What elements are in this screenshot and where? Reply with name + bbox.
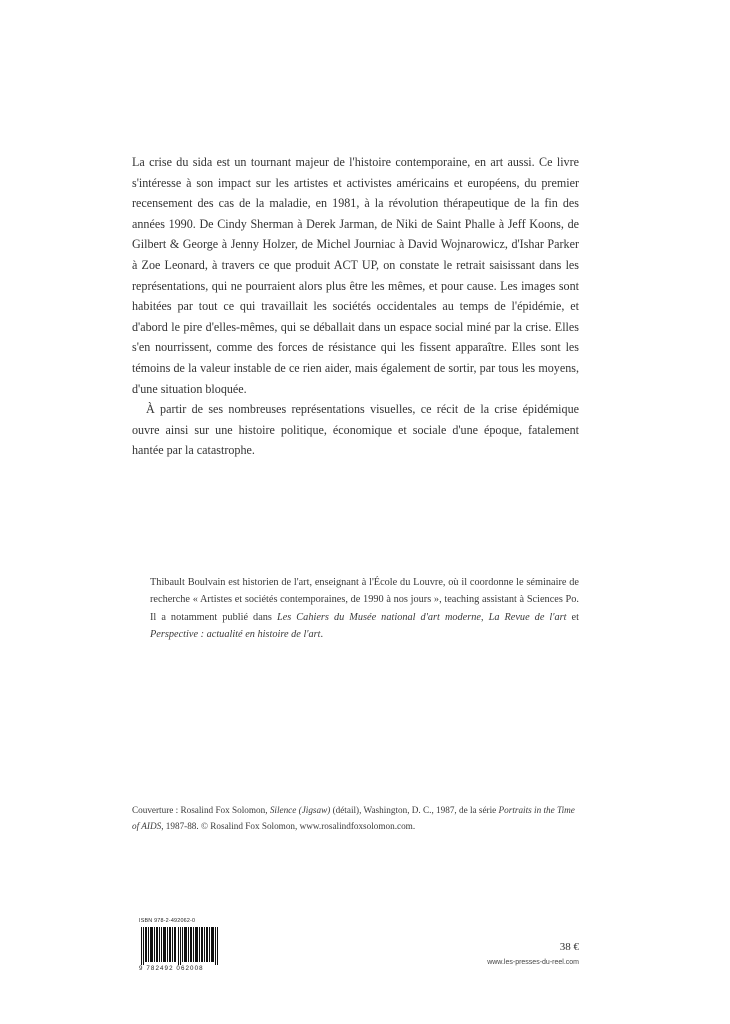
credit-artwork-title: Silence (Jigsaw)	[269, 805, 331, 815]
book-summary	[132, 152, 579, 461]
bio-text-d: .	[320, 629, 324, 641]
bio-publication-1: Les Cahiers du Musée national d'art moderne	[276, 611, 481, 623]
credit-text-a: Couverture : Rosalind Fox Solomon,	[132, 805, 270, 815]
bio-text-b: ,	[480, 611, 489, 623]
bio-text-a: Thibault Boulvain est historien de l'art, enseignant à l'École du Louvre, où il coordonne le séminaire de recherche « Artistes et sociétés contemporaines, de 1990 à nos jours », teaching assistant à Sciences Po. Il a notamment publié dans	[150, 577, 579, 623]
credit-text-c: , 1987-88. © Rosalind Fox Solomon, www.rosalindfoxsolomon.com.	[161, 820, 416, 831]
cover-credit-text	[132, 803, 579, 834]
credit-text-b: (détail), Washington, D. C., 1987, de la série	[330, 805, 499, 815]
barcode-digits: 9 782492 062008	[139, 965, 204, 972]
author-bio	[150, 574, 579, 644]
isbn-barcode	[139, 918, 221, 974]
cover-credit	[132, 803, 579, 834]
summary-paragraph-2: À partir de ses nombreuses représentations visuelles, ce récit de la crise épidémique ouvre ainsi sur une histoire politique, économique et sociale d'une époque, fatalement hantée par la catastrophe.	[132, 402, 579, 458]
isbn-label: ISBN 978-2-492062-0	[139, 918, 196, 924]
price-label: 38 €	[559, 941, 579, 953]
author-bio-text	[150, 574, 579, 644]
bio-publication-3: Perspective : actualité en histoire de l'art	[150, 629, 321, 641]
barcode-icon	[139, 927, 221, 965]
summary-paragraph-1: La crise du sida est un tournant majeur de l'histoire contemporaine, en art aussi. Ce livre s'intéresse à son impact sur les artistes et activistes américains et européens, du premier recensement des cas de la maladie, en 1981, à la révolution thérapeutique de la fin des années 1990. De Cindy Sherman à Derek Jarman, de Niki de Saint Phalle à Jeff Koons, de Gilbert & George à Jenny Holzer, de Michel Journiac à David Wojnarowicz, d'Ishar Parker à Zoe Leonard, à travers ce que produit ACT UP, on constate le retrait saisissant dans les représentations, qui ne pourraient alors plus être les mêmes, et pour cause. Les images sont habitées par tout ce qui travaillait les sociétés occidentales au temps de l'épidémie, et d'abord le pire d'elles-mêmes, qui se déballait dans un espace social miné par la crise. Elles s'en nourrissent, comme des forces de résistance qui les fissent apparaître. Elles sont les témoins de la valeur instable de ce rien aider, mais également de sortir, par tous les moyens, d'une situation bloquée.	[132, 155, 579, 396]
credit-series-title: Portraits in the Time of AIDS	[132, 805, 575, 831]
bio-publication-2: La Revue de l'art	[488, 611, 567, 623]
bio-text-c: et	[566, 611, 579, 623]
publisher-website: www.les-presses-du-reel.com	[487, 959, 579, 966]
